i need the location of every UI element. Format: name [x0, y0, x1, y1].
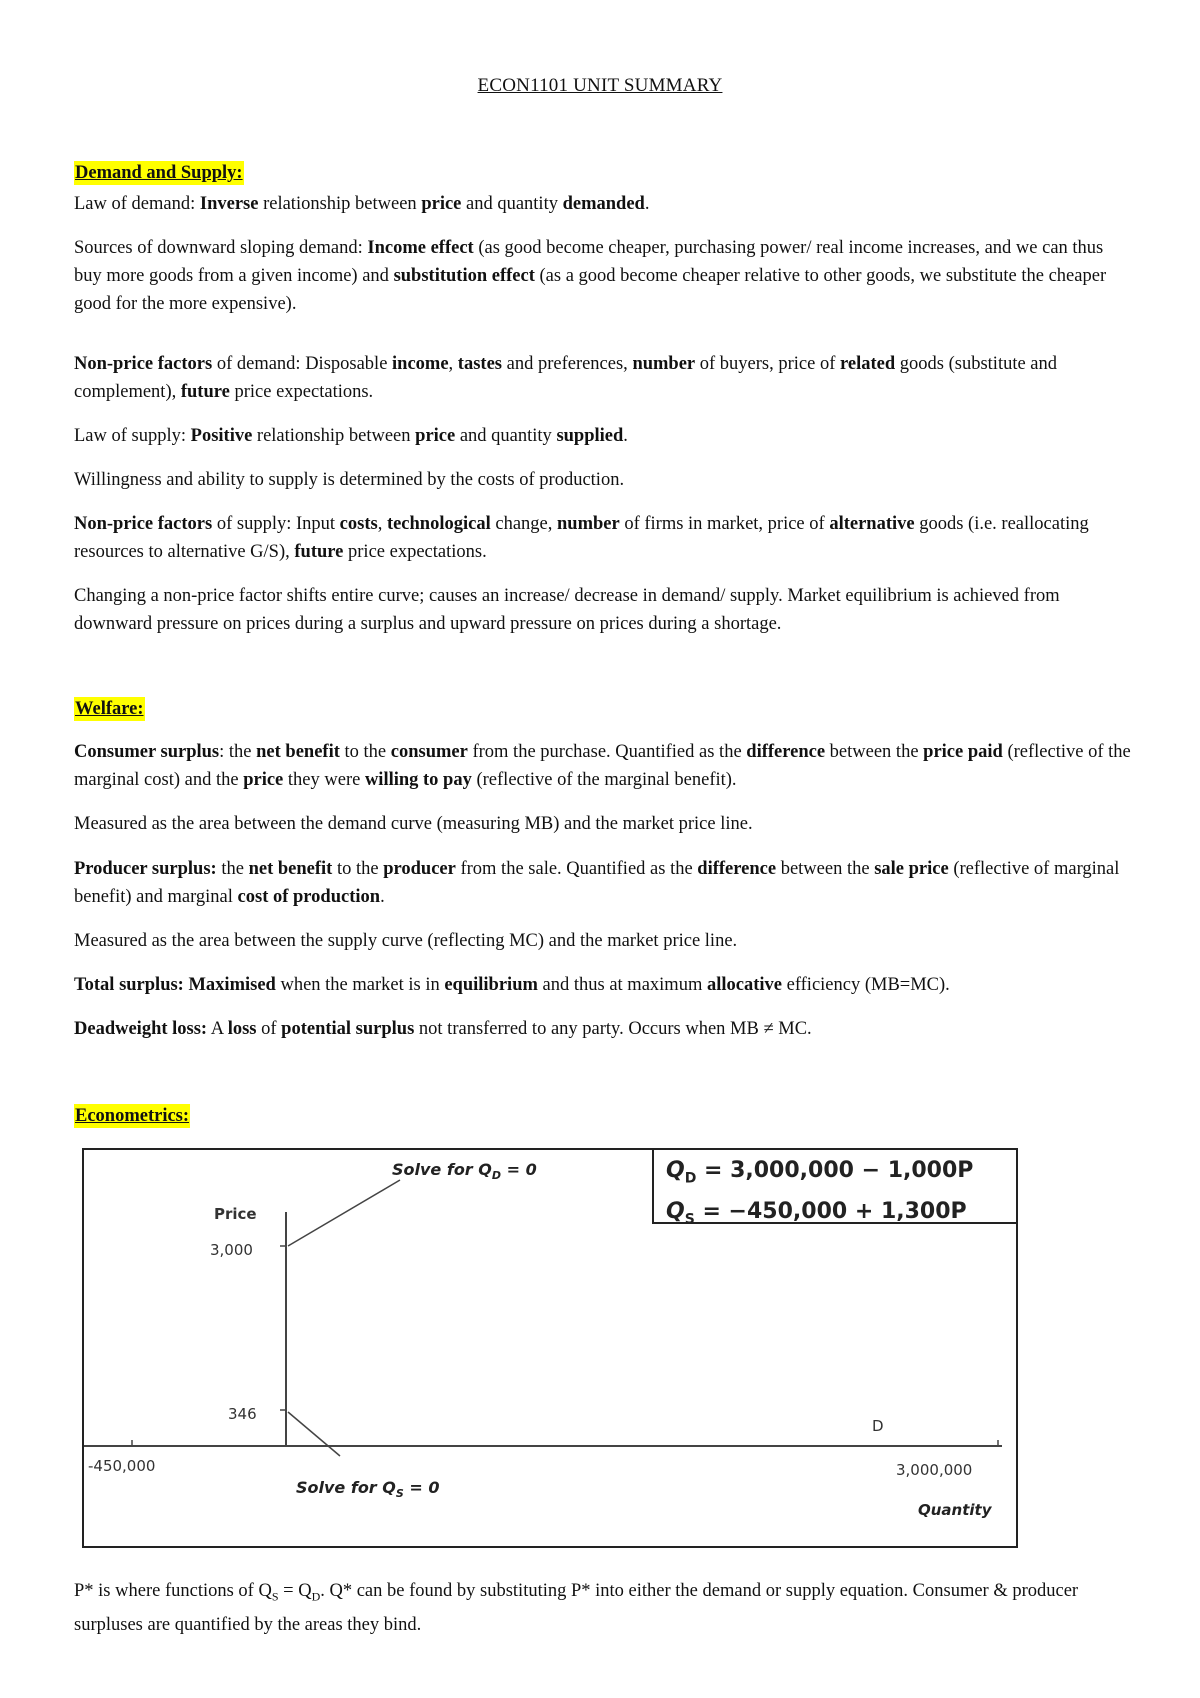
pointer-solve-qd [288, 1180, 400, 1246]
curve-label-d: D [872, 1417, 884, 1435]
econometrics-figure [82, 1148, 1018, 1548]
paragraph-consumer-surplus: Consumer surplus: the net benefit to the consumer from the purchase. Quantified as the difference between the price paid (reflective of the marginal cost) and the price they were willing to pay (reflective of the marginal benefit). [74, 742, 1131, 790]
paragraph-deadweight-loss: Deadweight loss: A loss of potential surplus not transferred to any party. Occurs when MB ≠ MC. [74, 1019, 812, 1039]
paragraph-market-equilibrium: Changing a non-price factor shifts entire curve; causes an increase/ decrease in demand/ supply. Market equilibrium is achieved from downward pressure on prices during a surplus and upward pressure on prices during a shortage. [74, 586, 1060, 634]
paragraph-willingness-supply: Willingness and ability to supply is determined by the costs of production. [74, 470, 625, 490]
equation-demand: $Q_D = 3,000,000 - 1,000P$ [666, 1158, 974, 1187]
paragraph-downward-demand: Sources of downward sloping demand: Income effect (as good become cheaper, purchasing power/ real income increases, and we can thus buy more goods from a given income) and substitution effect (as a good become cheaper relative to other goods, we substitute the cheaper good for the more expensive). [74, 238, 1107, 314]
paragraph-law-of-supply: Law of supply: Positive relationship between price and quantity supplied. [74, 426, 628, 446]
pointer-solve-qs [288, 1412, 340, 1456]
page-title: ECON1101 UNIT SUMMARY [477, 75, 723, 96]
label-solve-qd: Solve for $Q_D = 0$ [392, 1160, 537, 1183]
paragraph-producer-surplus: Producer surplus: the net benefit to the producer from the sale. Quantified as the difference between the sale price (reflective of marginal benefit) and marginal cost of production. [74, 859, 1120, 907]
section-heading-econometrics: Econometrics: [75, 1106, 190, 1126]
section-heading-demand-supply: Demand and Supply: [75, 163, 243, 183]
equation-supply: $Q_S = -450,000 + 1,300P$ [666, 1199, 967, 1228]
x-tick-label-left: -450,000 [88, 1457, 156, 1475]
y-tick-label-high: 3,000 [210, 1241, 253, 1259]
paragraph-nonprice-supply: Non-price factors of supply: Input costs, technological change, number of firms in market, price of alternative goods (i.e. reallocating resources to alternative G/S), future price expectations. [74, 514, 1089, 562]
equations-box [652, 1150, 1016, 1228]
x-axis-label: Quantity [918, 1501, 992, 1519]
paragraph-total-surplus: Total surplus: Maximised when the market is in equilibrium and thus at maximum allocative efficiency (MB=MC). [74, 975, 950, 995]
paragraph-law-of-demand: Law of demand: Inverse relationship between price and quantity demanded. [74, 194, 650, 214]
paragraph-consumer-area: Measured as the area between the demand curve (measuring MB) and the market price line. [74, 814, 753, 834]
label-solve-qs: Solve for $Q_S = 0$ [296, 1478, 440, 1501]
y-tick-label-low: 346 [228, 1405, 257, 1423]
paragraph-nonprice-demand: Non-price factors of demand: Disposable income, tastes and preferences, number of buyers, price of related goods (substitute and complement), future price expectations. [74, 354, 1058, 402]
y-axis-label: Price [214, 1205, 257, 1223]
paragraph-equilibrium-solution: P* is where functions of $Q_S = Q_D$. Q* can be found by substituting P* into either the demand or supply equation. Consumer & producer surpluses are quantified by the areas they bind. [74, 1581, 1079, 1635]
x-tick-label-right: 3,000,000 [896, 1461, 973, 1479]
paragraph-producer-area: Measured as the area between the supply curve (reflecting MC) and the market price line. [74, 931, 738, 951]
section-heading-welfare: Welfare: [75, 699, 144, 719]
